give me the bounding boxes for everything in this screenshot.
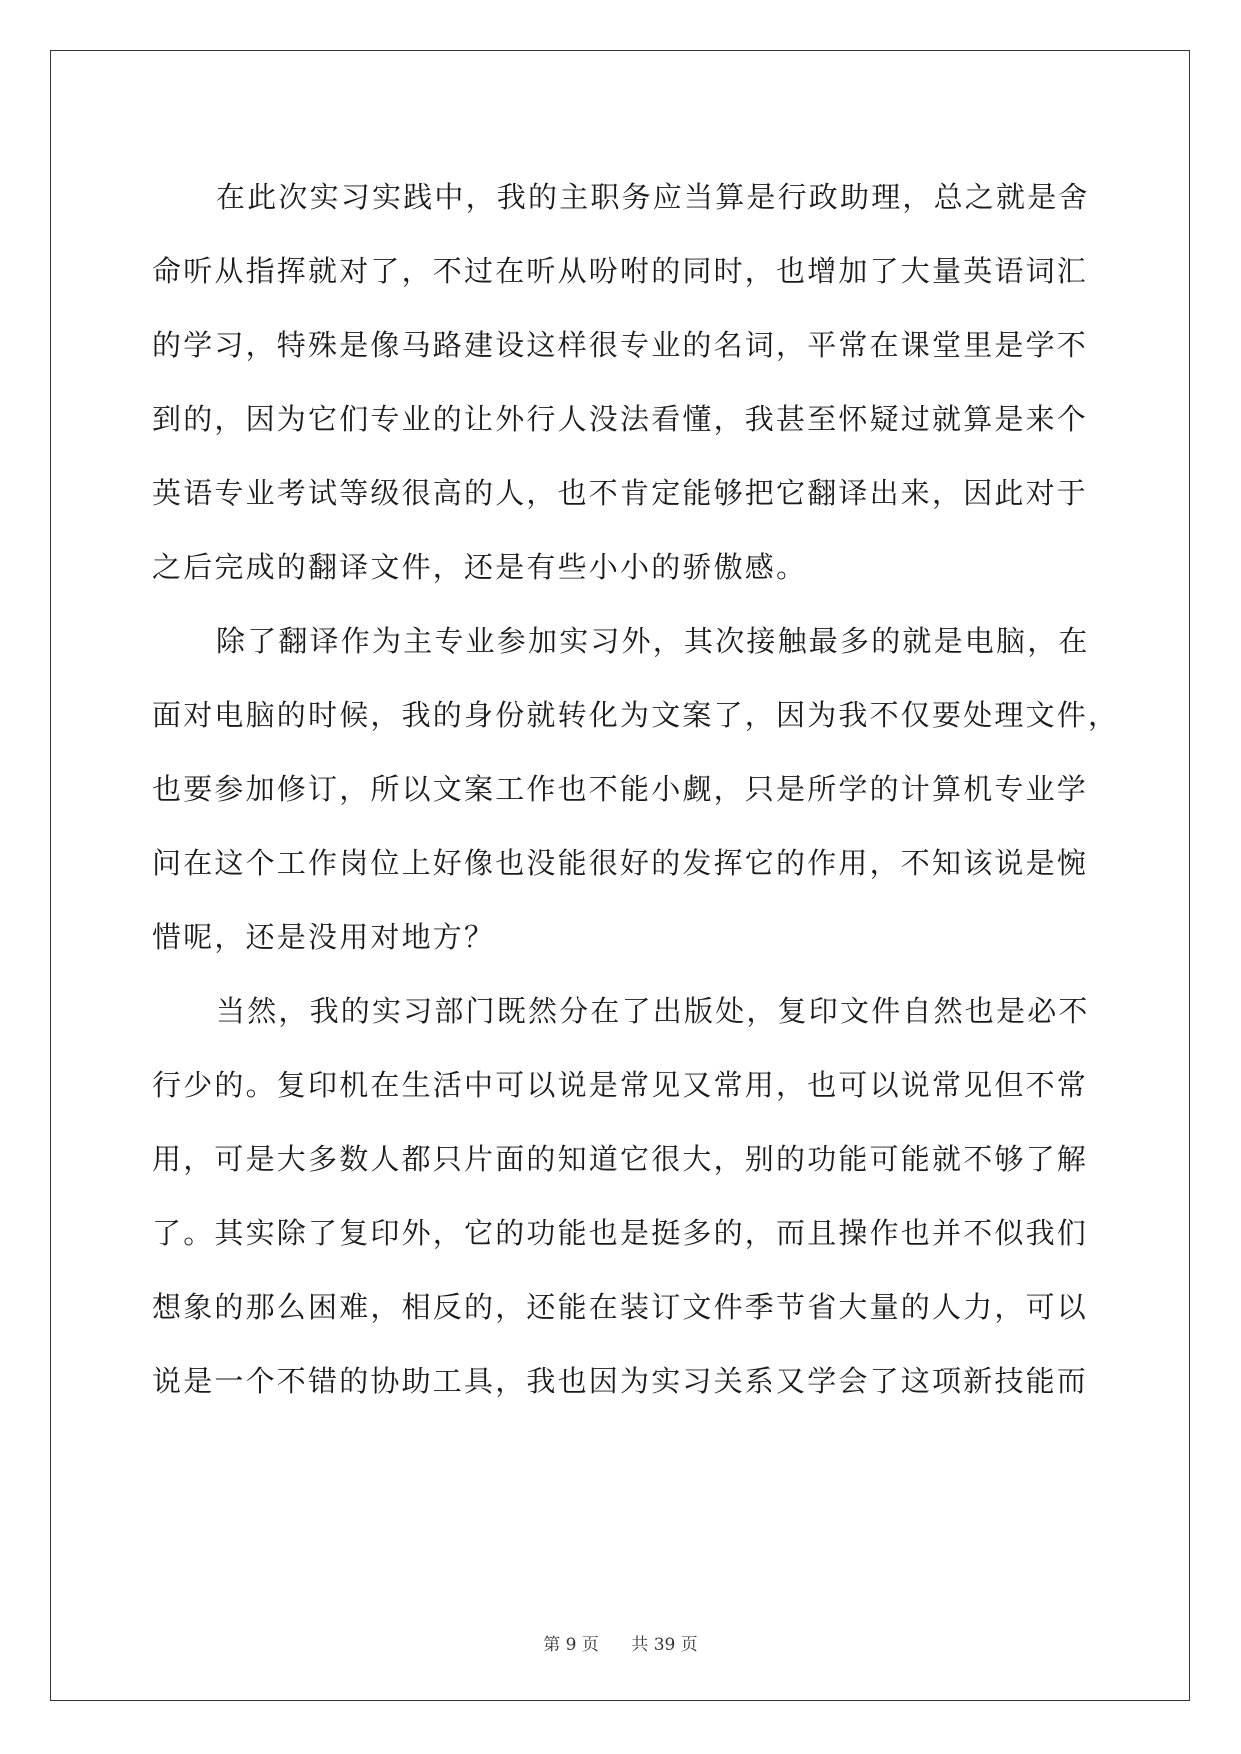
page-number: 第 9 页 <box>543 1635 599 1655</box>
text-line: 用，可是大多数人都只片面的知道它很大，别的功能可能就不够了解 <box>152 1142 1089 1176</box>
text-line: 也要参加修订，所以文案工作也不能小觑，只是所学的计算机专业学 <box>152 772 1089 806</box>
text-line: 之后完成的翻译文件，还是有些小小的骄傲感。 <box>152 550 808 584</box>
text-line: 除了翻译作为主专业参加实习外，其次接触最多的就是电脑，在 <box>216 624 1090 658</box>
page-footer <box>0 1630 1241 1655</box>
text-line: 当然，我的实习部门既然分在了出版处，复印文件自然也是必不 <box>216 994 1090 1028</box>
document-body <box>152 160 1120 1418</box>
text-line: 在此次实习实践中，我的主职务应当算是行政助理，总之就是舍 <box>216 180 1090 214</box>
text-line: 英语专业考试等级很高的人，也不肯定能够把它翻译出来，因此对于 <box>152 476 1089 510</box>
text-line: 惜呢，还是没用对地方？ <box>152 920 496 954</box>
text-line: 的学习，特殊是像马路建设这样很专业的名词，平常在课堂里是学不 <box>152 328 1089 362</box>
text-line: 想象的那么困难，相反的，还能在装订文件季节省大量的人力，可以 <box>152 1290 1089 1324</box>
text-line: 面对电脑的时候，我的身份就转化为文案了，因为我不仅要处理文件， <box>152 698 1120 732</box>
text-line: 问在这个工作岗位上好像也没能很好的发挥它的作用，不知该说是惋 <box>152 846 1089 880</box>
page-total: 共 39 页 <box>631 1635 698 1655</box>
text-line: 命听从指挥就对了，不过在听从吩咐的同时，也增加了大量英语词汇 <box>152 254 1089 288</box>
text-line: 了。其实除了复印外，它的功能也是挺多的，而且操作也并不似我们 <box>152 1216 1089 1250</box>
text-line: 说是一个不错的协助工具，我也因为实习关系又学会了这项新技能而 <box>152 1364 1089 1398</box>
text-line: 到的，因为它们专业的让外行人没法看懂，我甚至怀疑过就算是来个 <box>152 402 1089 436</box>
text-line: 行少的。复印机在生活中可以说是常见又常用，也可以说常见但不常 <box>152 1068 1089 1102</box>
